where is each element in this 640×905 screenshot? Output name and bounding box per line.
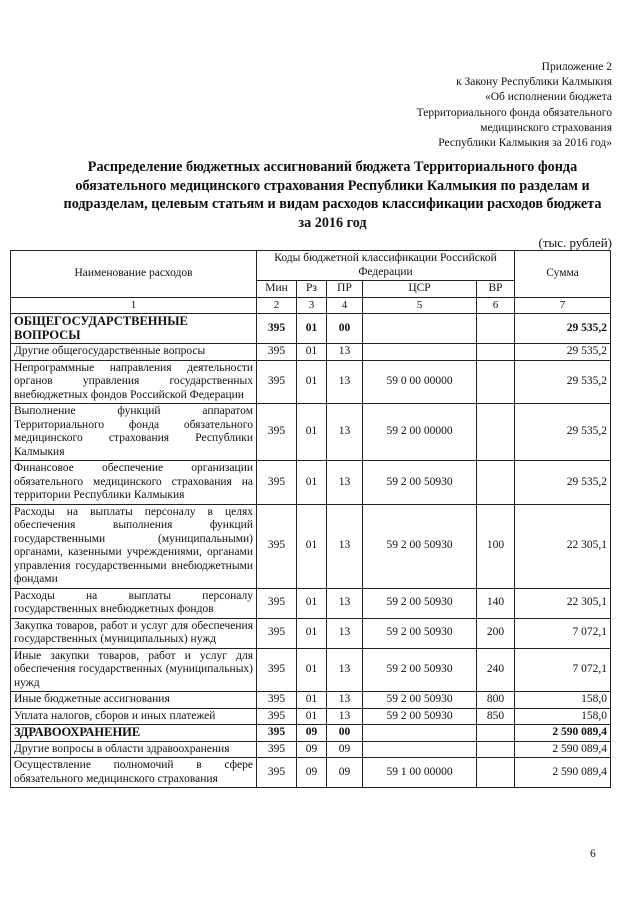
- section-row: [11, 314, 611, 344]
- row-pr-cell: 00: [327, 314, 363, 344]
- table-row: [11, 618, 611, 648]
- row-name-cell: Расходы на выплаты персоналу государственных внебюджетных фондов: [11, 588, 257, 618]
- section-row: [11, 725, 611, 742]
- appendix-line: «Об исполнении бюджета: [484, 91, 612, 104]
- row-name-cell: ЗДРАВООХРАНЕНИЕ: [11, 725, 257, 742]
- row-min-cell: 395: [257, 461, 297, 505]
- row-name-cell: ОБЩЕГОСУДАРСТВЕННЫЕ ВОПРОСЫ: [11, 314, 257, 344]
- row-pr-cell: 00: [327, 725, 363, 742]
- row-pr-cell: 13: [327, 461, 363, 505]
- row-vr-cell: [477, 360, 515, 404]
- header-min: Мин: [257, 281, 297, 298]
- row-sum-cell: 7 072,1: [515, 618, 611, 648]
- table-row: [11, 504, 611, 588]
- row-sum-cell: 29 535,2: [515, 314, 611, 344]
- row-rz-cell: 01: [297, 618, 327, 648]
- row-vr-cell: 240: [477, 648, 515, 692]
- row-name-cell: Иные бюджетные ассигнования: [11, 692, 257, 709]
- row-name-cell: Непрограммные направления деятельности органов управления государственных внебюджетных фондов Российской Федерации: [11, 360, 257, 404]
- header-pr: ПР: [327, 281, 363, 298]
- appendix-line: к Закону Республики Калмыкия: [456, 76, 612, 89]
- row-pr-cell: 13: [327, 344, 363, 361]
- row-min-cell: 395: [257, 360, 297, 404]
- table-row: [11, 708, 611, 725]
- row-pr-cell: 09: [327, 758, 363, 788]
- row-min-cell: 395: [257, 618, 297, 648]
- row-vr-cell: [477, 741, 515, 758]
- row-pr-cell: 13: [327, 692, 363, 709]
- row-csr-cell: [363, 344, 477, 361]
- header-rz: Рз: [297, 281, 327, 298]
- row-rz-cell: 01: [297, 708, 327, 725]
- row-sum-cell: 22 305,1: [515, 588, 611, 618]
- row-rz-cell: 01: [297, 648, 327, 692]
- row-pr-cell: 13: [327, 588, 363, 618]
- row-pr-cell: 09: [327, 741, 363, 758]
- appendix-line: медицинского страхования: [480, 121, 612, 134]
- table-row: [11, 344, 611, 361]
- row-rz-cell: 09: [297, 758, 327, 788]
- table-row: [11, 741, 611, 758]
- column-number: 7: [515, 297, 611, 314]
- row-name-cell: Уплата налогов, сборов и иных платежей: [11, 708, 257, 725]
- appendix-line: Республики Калмыкия за 2016 год»: [438, 137, 612, 150]
- document-title: Распределение бюджетных ассигнований бюджета Территориального фонда обязательного медицинского страхования Республики Калмыкия по разделам и подразделам, целевым статьям и видам расходов классификации расходов бюджета за 2016 год: [63, 159, 602, 231]
- row-csr-cell: 59 2 00 00000: [363, 404, 477, 461]
- row-sum-cell: 7 072,1: [515, 648, 611, 692]
- row-pr-cell: 13: [327, 618, 363, 648]
- row-name-cell: Закупка товаров, работ и услуг для обеспечения государственных (муниципальных) нужд: [11, 618, 257, 648]
- row-csr-cell: [363, 741, 477, 758]
- row-vr-cell: [477, 725, 515, 742]
- column-number: 4: [327, 297, 363, 314]
- row-csr-cell: 59 2 00 50930: [363, 588, 477, 618]
- table-row: [11, 758, 611, 788]
- table-row: [11, 588, 611, 618]
- row-csr-cell: 59 2 00 50930: [363, 648, 477, 692]
- row-vr-cell: [477, 461, 515, 505]
- page-number: 6: [590, 848, 596, 860]
- column-number: 5: [363, 297, 477, 314]
- row-sum-cell: 29 535,2: [515, 360, 611, 404]
- row-name-cell: Финансовое обеспечение организации обязательного медицинского страхования на территории Республики Калмыкия: [11, 461, 257, 505]
- table-row: [11, 404, 611, 461]
- row-rz-cell: 01: [297, 461, 327, 505]
- row-name-cell: Иные закупки товаров, работ и услуг для обеспечения государственных (муниципальных) нужд: [11, 648, 257, 692]
- header-csr: ЦСР: [363, 281, 477, 298]
- row-sum-cell: 158,0: [515, 708, 611, 725]
- table-row: [11, 692, 611, 709]
- row-min-cell: 395: [257, 725, 297, 742]
- row-name-cell: Расходы на выплаты персоналу в целях обеспечения выполнения функций государственными (муниципальными) органами, казенными учреждениями, органами управления государственными внебюджетными фондами: [11, 504, 257, 588]
- row-csr-cell: 59 2 00 50930: [363, 708, 477, 725]
- appendix-line: Территориального фонда обязательного: [416, 106, 612, 119]
- row-min-cell: 395: [257, 648, 297, 692]
- row-name-cell: Выполнение функций аппаратом Территориального фонда обязательного медицинского страхования Республики Калмыкия: [11, 404, 257, 461]
- row-csr-cell: 59 2 00 50930: [363, 504, 477, 588]
- row-sum-cell: 158,0: [515, 692, 611, 709]
- row-pr-cell: 13: [327, 648, 363, 692]
- row-min-cell: 395: [257, 708, 297, 725]
- row-min-cell: 395: [257, 404, 297, 461]
- table-row: [11, 360, 611, 404]
- row-rz-cell: 01: [297, 360, 327, 404]
- row-min-cell: 395: [257, 588, 297, 618]
- row-sum-cell: 2 590 089,4: [515, 725, 611, 742]
- row-sum-cell: 29 535,2: [515, 404, 611, 461]
- row-pr-cell: 13: [327, 404, 363, 461]
- row-vr-cell: 100: [477, 504, 515, 588]
- row-vr-cell: [477, 758, 515, 788]
- appendix-header: [362, 60, 612, 151]
- row-vr-cell: 140: [477, 588, 515, 618]
- row-pr-cell: 13: [327, 708, 363, 725]
- table-body: [11, 314, 611, 788]
- row-rz-cell: 01: [297, 692, 327, 709]
- column-number: 2: [257, 297, 297, 314]
- row-min-cell: 395: [257, 344, 297, 361]
- row-csr-cell: [363, 314, 477, 344]
- row-name-cell: Другие общегосударственные вопросы: [11, 344, 257, 361]
- row-vr-cell: 200: [477, 618, 515, 648]
- row-min-cell: 395: [257, 758, 297, 788]
- row-csr-cell: 59 2 00 50930: [363, 461, 477, 505]
- row-csr-cell: 59 2 00 50930: [363, 692, 477, 709]
- row-sum-cell: 2 590 089,4: [515, 741, 611, 758]
- row-rz-cell: 01: [297, 588, 327, 618]
- column-number: 6: [477, 297, 515, 314]
- row-rz-cell: 09: [297, 725, 327, 742]
- row-pr-cell: 13: [327, 504, 363, 588]
- row-vr-cell: [477, 404, 515, 461]
- header-vr: ВР: [477, 281, 515, 298]
- row-sum-cell: 29 535,2: [515, 344, 611, 361]
- column-number: 1: [11, 297, 257, 314]
- table-row: [11, 648, 611, 692]
- row-csr-cell: 59 0 00 00000: [363, 360, 477, 404]
- row-csr-cell: 59 1 00 00000: [363, 758, 477, 788]
- column-number: 3: [297, 297, 327, 314]
- row-vr-cell: [477, 344, 515, 361]
- row-rz-cell: 01: [297, 504, 327, 588]
- row-sum-cell: 2 590 089,4: [515, 758, 611, 788]
- header-codes-group: Коды бюджетной классификации Российской Федерации: [257, 251, 515, 281]
- row-csr-cell: 59 2 00 50930: [363, 618, 477, 648]
- units-label: (тыс. рублей): [538, 235, 612, 250]
- row-rz-cell: 01: [297, 344, 327, 361]
- column-numbers-row: [11, 297, 611, 314]
- row-min-cell: 395: [257, 692, 297, 709]
- row-vr-cell: 800: [477, 692, 515, 709]
- row-pr-cell: 13: [327, 360, 363, 404]
- row-name-cell: Осуществление полномочий в сфере обязательного медицинского страхования: [11, 758, 257, 788]
- table-row: [11, 461, 611, 505]
- row-name-cell: Другие вопросы в области здравоохранения: [11, 741, 257, 758]
- row-min-cell: 395: [257, 314, 297, 344]
- appendix-line: Приложение 2: [541, 61, 612, 73]
- row-rz-cell: 09: [297, 741, 327, 758]
- row-vr-cell: [477, 314, 515, 344]
- row-rz-cell: 01: [297, 404, 327, 461]
- row-sum-cell: 29 535,2: [515, 461, 611, 505]
- header-name: Наименование расходов: [11, 251, 257, 298]
- row-sum-cell: 22 305,1: [515, 504, 611, 588]
- row-rz-cell: 01: [297, 314, 327, 344]
- row-min-cell: 395: [257, 504, 297, 588]
- budget-table: [10, 250, 611, 788]
- header-sum: Сумма: [515, 251, 611, 298]
- row-vr-cell: 850: [477, 708, 515, 725]
- row-min-cell: 395: [257, 741, 297, 758]
- row-csr-cell: [363, 725, 477, 742]
